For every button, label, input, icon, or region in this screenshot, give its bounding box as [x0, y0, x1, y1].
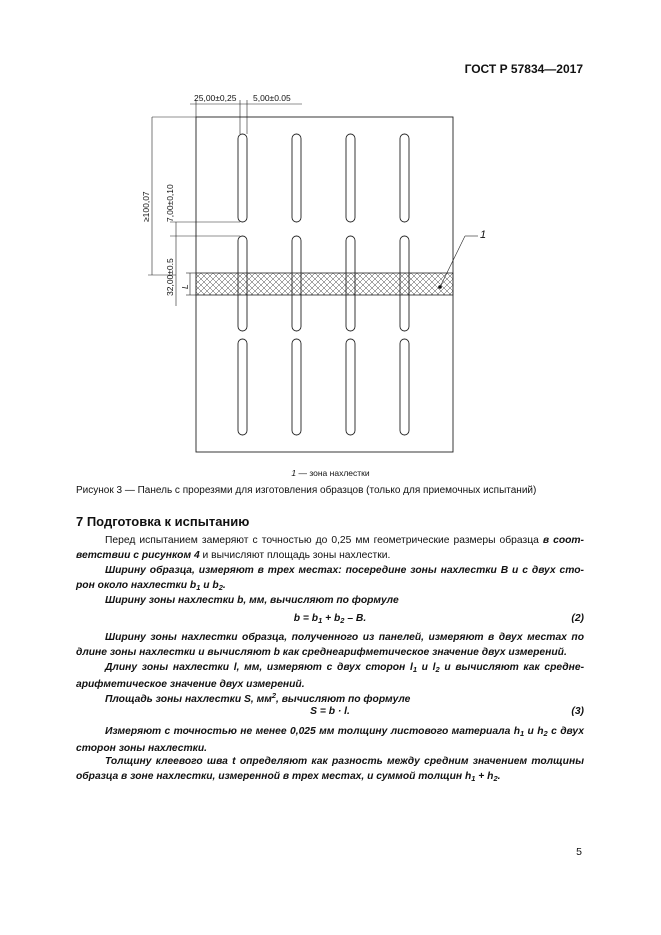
dim-top-right-label: 5,00±0.05 [253, 93, 291, 103]
dim-top-left-label: 25,00±0,25 [194, 93, 237, 103]
dim-total-label: ≥100,07 [141, 191, 151, 222]
legend-number: 1 [291, 468, 297, 478]
paragraph-7: Измеряют с точностью не менее 0,025 мм толщину листового материала $h_1$ и $h_2$ с двух сторон зоны нахлестки. [76, 726, 584, 754]
legend-text: — зона нахлестки [296, 468, 370, 478]
figure-caption: Рисунок 3 — Панель с прорезями для изготовления образцов (только для приемочных испытаний) [76, 485, 537, 496]
callout-number: 1 [480, 229, 487, 241]
dim-l-label: L [180, 284, 190, 289]
lap-zone [196, 273, 453, 295]
paragraph-1: Перед испытанием замеряют с точностью до 0,25 мм геометрические размеры образца в соот-ветствии с рисунком 4 и вычисляют площадь зоны нахлестки. [76, 535, 584, 561]
slots-row-bottom [238, 339, 409, 435]
slots-row-top [238, 134, 409, 222]
section-heading: 7 Подготовка к испытанию [76, 514, 250, 529]
paragraph-6: Площадь зоны нахлестки S, $мм^2$, вычисляют по формуле [105, 691, 411, 705]
figure-legend [0, 468, 661, 478]
paragraph-8: Толщину клеевого шва t определяют как разность между средним значением толщины образца в зоне нахлестки, измеренной в трех местах, и суммой толщин $h_1 + h_2$. [76, 756, 584, 783]
dim-gap-label: 7,00±0,10 [165, 184, 175, 222]
formula-2-number: (2) [571, 613, 584, 624]
document-number: ГОСТ Р 57834—2017 [464, 62, 583, 76]
dim-slot-label: 32,00±0.5 [165, 258, 175, 296]
paragraph-3: Ширину зоны нахлестки b, мм, вычисляют по формуле [105, 595, 399, 606]
paragraph-2: Ширину образца, измеряют в трех местах: посередине зоны нахлестки B и с двух сто-рон около нахлестки $b_1$ и $b_2$. [76, 565, 584, 592]
paragraph-4: Ширину зоны нахлестки образца, полученного из панелей, измеряют в двух местах по длине зоны нахлестки и вычисляют b как среднеарифметическое значение двух измерений. [76, 632, 584, 658]
formula-3-number: (3) [571, 706, 584, 717]
page-number: 5 [576, 846, 582, 858]
paragraph-5: Длину зоны нахлестки l, мм, измеряют с двух сторон $l_1$ и $l_2$ и вычисляют как средне-арифметическое значение двух измерений. [76, 662, 584, 690]
